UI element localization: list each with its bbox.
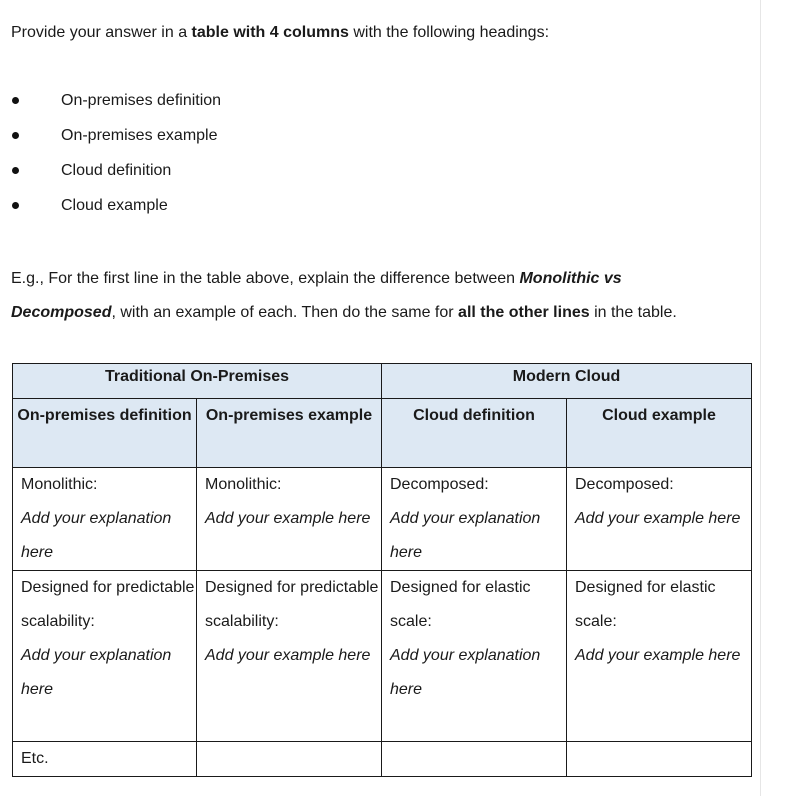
cell-label: Designed for predictable scalability:: [21, 579, 195, 630]
cell-label: Etc.: [21, 750, 49, 767]
bullet-dot-icon: [12, 202, 19, 209]
table-cell[interactable]: [567, 468, 752, 571]
bullet-item: [11, 125, 221, 160]
table-cell[interactable]: [13, 468, 197, 571]
table-cell[interactable]: [382, 742, 567, 777]
table-cell[interactable]: [382, 571, 567, 742]
cell-label: Designed for elastic scale:: [575, 579, 716, 630]
table-cell[interactable]: [197, 742, 382, 777]
cell-label: Designed for elastic scale:: [390, 579, 531, 630]
bullet-item: [11, 160, 221, 195]
column-header-cloud-definition: Cloud definition: [382, 399, 567, 468]
table-cell[interactable]: [197, 571, 382, 742]
bullet-text: Cloud definition: [61, 162, 172, 179]
table-cell[interactable]: [13, 571, 197, 742]
group-header-on-premises: Traditional On-Premises: [13, 364, 382, 399]
cell-hint: Add your explanation here: [21, 647, 172, 698]
bullet-text: On-premises definition: [61, 92, 222, 109]
example-text-1: E.g., For the first line in the table above, explain the difference between: [11, 270, 520, 287]
cell-hint: Add your example here: [205, 510, 371, 527]
table-row: [13, 742, 752, 777]
bullet-item: [11, 90, 221, 125]
cell-hint: Add your example here: [575, 647, 741, 664]
intro-text-before: Provide your answer in a: [11, 24, 192, 41]
column-header-row: [13, 399, 752, 468]
cell-hint: Add your explanation here: [390, 647, 541, 698]
cell-hint: Add your explanation here: [21, 510, 172, 561]
column-header-on-premises-example: On-premises example: [197, 399, 382, 468]
table-cell[interactable]: [567, 571, 752, 742]
column-header-on-premises-definition: On-premises definition: [13, 399, 197, 468]
example-text-bold-italic: Monolithic vs Decomposed: [11, 270, 622, 321]
heading-bullet-list: [11, 90, 221, 230]
cell-label: Monolithic:: [205, 476, 282, 493]
bullet-dot-icon: [12, 97, 19, 104]
bullet-item: [11, 195, 221, 230]
cell-hint: Add your example here: [575, 510, 741, 527]
bullet-text: Cloud example: [61, 197, 168, 214]
example-text-3: in the table.: [589, 304, 677, 321]
table-cell[interactable]: [197, 468, 382, 571]
bullet-dot-icon: [12, 132, 19, 139]
intro-paragraph: [11, 22, 549, 44]
group-header-cloud: Modern Cloud: [382, 364, 752, 399]
example-text-bold: all the other lines: [458, 304, 590, 321]
cell-label: Monolithic:: [21, 476, 98, 493]
table-cell[interactable]: [567, 742, 752, 777]
example-paragraph: [11, 262, 731, 330]
table-cell[interactable]: [382, 468, 567, 571]
bullet-text: On-premises example: [61, 127, 218, 144]
intro-text-bold: table with 4 columns: [191, 24, 349, 41]
group-header-row: [13, 364, 752, 399]
column-header-cloud-example: Cloud example: [567, 399, 752, 468]
cell-label: Decomposed:: [390, 476, 489, 493]
cell-hint: Add your example here: [205, 647, 371, 664]
table-row: [13, 571, 752, 742]
table-row: [13, 468, 752, 571]
cell-label: Designed for predictable scalability:: [205, 579, 379, 630]
cell-label: Decomposed:: [575, 476, 674, 493]
cell-hint: Add your explanation here: [390, 510, 541, 561]
example-text-2: , with an example of each. Then do the same for: [111, 304, 459, 321]
bullet-dot-icon: [12, 167, 19, 174]
table-cell[interactable]: [13, 742, 197, 777]
answer-table: [12, 363, 752, 777]
intro-text-after: with the following headings:: [348, 24, 550, 41]
